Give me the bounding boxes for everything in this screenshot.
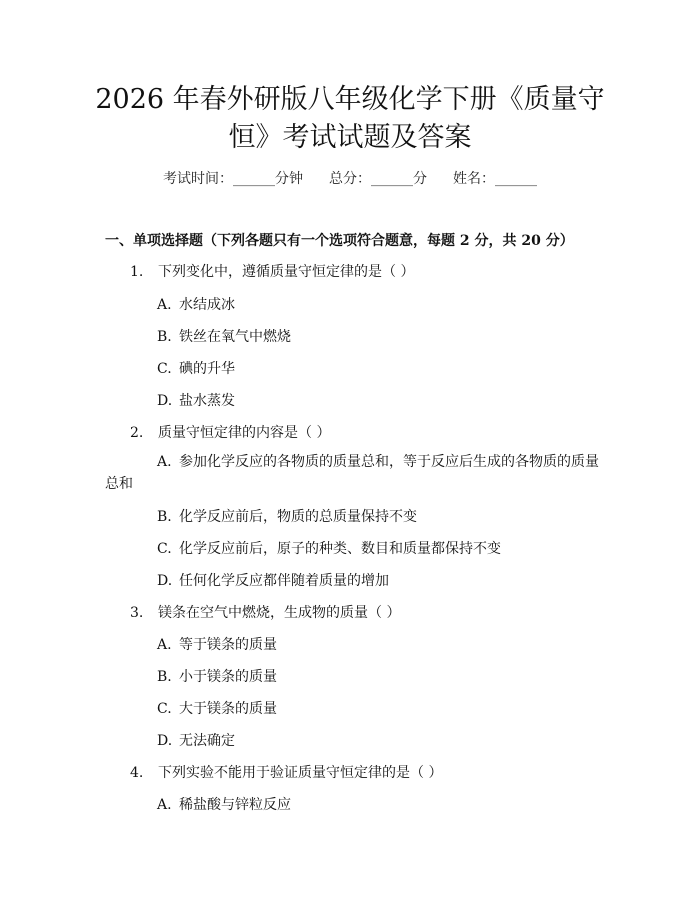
question-stem: 下列变化中，遵循质量守恒定律的是（ ） bbox=[158, 264, 415, 280]
option-label: B. bbox=[157, 509, 172, 525]
option-label: A. bbox=[157, 454, 172, 470]
question-2 bbox=[130, 422, 330, 442]
question-stem: 质量守恒定律的内容是（ ） bbox=[158, 425, 331, 441]
option-label: A. bbox=[157, 297, 172, 313]
option-text: 化学反应前后，物质的总质量保持不变 bbox=[179, 509, 417, 525]
option-text: 大于镁条的质量 bbox=[179, 701, 277, 717]
option-label: B. bbox=[157, 669, 172, 685]
option-text: 无法确定 bbox=[179, 733, 235, 749]
question-stem: 下列实验不能用于验证质量守恒定律的是（ ） bbox=[158, 765, 443, 781]
option-text: 盐水蒸发 bbox=[179, 393, 235, 409]
option-text: 等于镁条的质量 bbox=[179, 637, 277, 653]
option-text: 水结成冰 bbox=[179, 297, 235, 313]
question-number: 1. bbox=[130, 264, 144, 280]
question-number: 2. bbox=[130, 425, 144, 441]
q2-option-b bbox=[157, 506, 417, 526]
q3-option-a bbox=[157, 634, 277, 654]
option-text: 任何化学反应都伴随着质量的增加 bbox=[179, 573, 389, 589]
exam-title-line-2: 恒》考试试题及答案 bbox=[228, 122, 472, 153]
option-text: 化学反应前后，原子的种类、数目和质量都保持不变 bbox=[179, 541, 501, 557]
exam-title-line-1: 2026 年春外研版八年级化学下册《质量守 bbox=[95, 84, 605, 115]
option-label: C. bbox=[157, 701, 172, 717]
option-label: B. bbox=[157, 329, 172, 345]
exam-meta bbox=[0, 168, 700, 188]
option-text: 碘的升华 bbox=[179, 361, 235, 377]
question-3 bbox=[130, 602, 400, 622]
option-label: D. bbox=[157, 393, 173, 409]
q3-option-c bbox=[157, 698, 277, 718]
option-text: 铁丝在氧气中燃烧 bbox=[179, 329, 291, 345]
q4-option-a bbox=[157, 794, 291, 814]
q2-option-c bbox=[157, 538, 501, 558]
option-label: C. bbox=[157, 361, 172, 377]
q1-option-c bbox=[157, 358, 235, 378]
option-label: C. bbox=[157, 541, 172, 557]
option-label: D. bbox=[157, 733, 173, 749]
option-label: A. bbox=[157, 637, 172, 653]
exam-name-field: 姓名：______ bbox=[453, 171, 537, 187]
option-text: 稀盐酸与锌粒反应 bbox=[179, 797, 291, 813]
q2-option-d bbox=[157, 570, 389, 590]
question-4 bbox=[130, 762, 442, 782]
question-number: 3. bbox=[130, 605, 144, 621]
exam-score-field: 总分：______分 bbox=[329, 171, 427, 187]
question-stem: 镁条在空气中燃烧，生成物的质量（ ） bbox=[158, 605, 401, 621]
option-label: A. bbox=[157, 797, 172, 813]
q1-option-b bbox=[157, 326, 291, 346]
q3-option-b bbox=[157, 666, 277, 686]
exam-time-field: 考试时间：______分钟 bbox=[163, 171, 303, 187]
section-heading: 一、单项选择题（下列各题只有一个选项符合题意，每题 2 分，共 20 分） bbox=[105, 233, 574, 249]
question-number: 4. bbox=[130, 765, 144, 781]
q1-option-d bbox=[157, 390, 235, 410]
option-text: 小于镁条的质量 bbox=[179, 669, 277, 685]
option-label: D. bbox=[157, 573, 173, 589]
question-1 bbox=[130, 261, 414, 281]
q2-option-a bbox=[105, 451, 605, 495]
option-text: 参加化学反应的各物质的质量总和，等于反应后生成的各物质的质量总和 bbox=[105, 454, 599, 492]
q3-option-d bbox=[157, 730, 235, 750]
q1-option-a bbox=[157, 294, 235, 314]
